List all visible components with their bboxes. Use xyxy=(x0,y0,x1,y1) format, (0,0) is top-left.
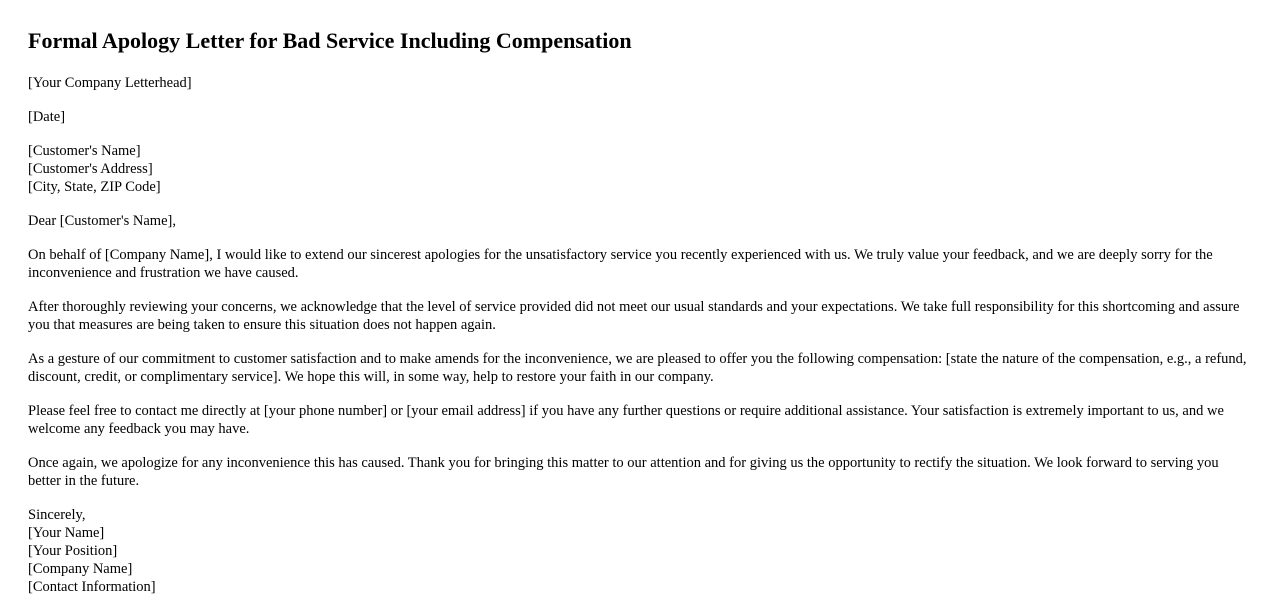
sender-contact: [Contact Information] xyxy=(28,579,156,595)
recipient-city-state-zip: [City, State, ZIP Code] xyxy=(28,179,161,195)
letter-date: [Date] xyxy=(28,109,66,125)
recipient-address: [Customer's Address] xyxy=(28,161,153,177)
letterhead: [Your Company Letterhead] xyxy=(28,75,192,91)
valediction: Sincerely, xyxy=(28,507,86,523)
body-paragraph: After thoroughly reviewing your concerns, we acknowledge that the level of service provided did not meet our usual standards and your expectations. We take full responsibility for this shortcoming and assure you that measures are being taken to ensure this situation does not happen again. xyxy=(28,299,1240,333)
sender-name: [Your Name] xyxy=(28,525,105,541)
sender-company: [Company Name] xyxy=(28,561,133,577)
body-paragraph: As a gesture of our commitment to customer satisfaction and to make amends for the inconvenience, we are pleased to offer you the following compensation: [state the nature of the compensation, e.g., a refund, discount, credit, or complimentary service]. We hope this will, in some way, help to restore your faith in our company. xyxy=(28,351,1247,385)
sender-position: [Your Position] xyxy=(28,543,118,559)
closing-block xyxy=(28,506,1250,596)
recipient-block xyxy=(28,142,1250,196)
document-title: Formal Apology Letter for Bad Service Including Compensation xyxy=(28,28,632,53)
body-paragraph: On behalf of [Company Name], I would like to extend our sincerest apologies for the unsatisfactory service you recently experienced with us. We truly value your feedback, and we are deeply sorry for the inconvenience and frustration we have caused. xyxy=(28,247,1213,281)
body-paragraph: Once again, we apologize for any inconvenience this has caused. Thank you for bringing this matter to our attention and for giving us the opportunity to rectify the situation. We look forward to serving you better in the future. xyxy=(28,455,1219,489)
body-paragraph: Please feel free to contact me directly at [your phone number] or [your email address] if you have any further questions or require additional assistance. Your satisfaction is extremely important to us, and we welcome any feedback you may have. xyxy=(28,403,1224,437)
recipient-name: [Customer's Name] xyxy=(28,143,141,159)
salutation: Dear [Customer's Name], xyxy=(28,213,176,229)
